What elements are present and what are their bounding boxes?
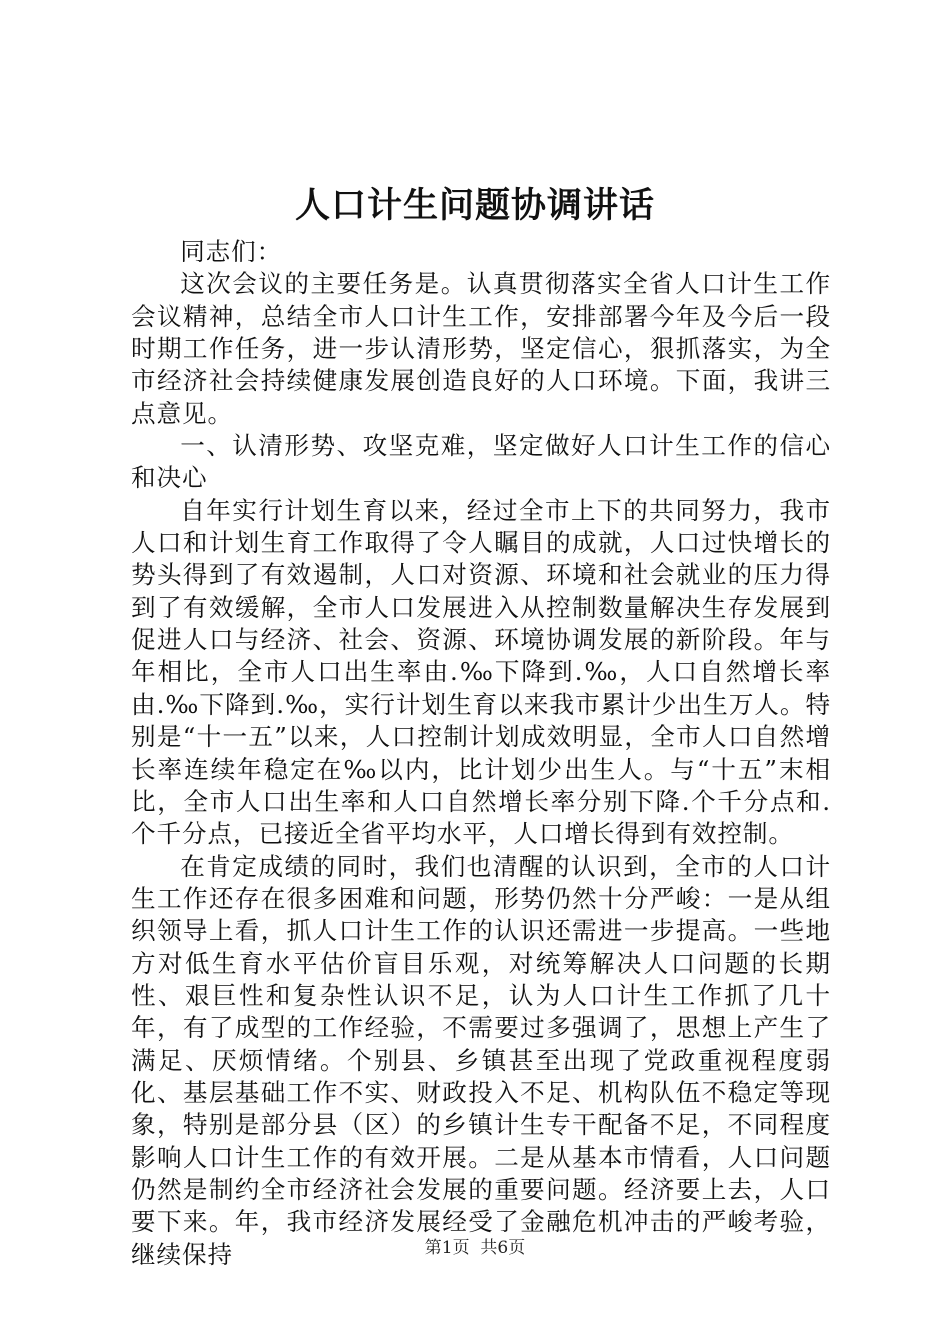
page-footer xyxy=(0,1236,950,1260)
page-total: 共6页 xyxy=(480,1238,526,1258)
page-number: 第1页 xyxy=(424,1238,470,1258)
document-body xyxy=(131,236,831,1271)
page-title: 人口计生问题协调讲话 xyxy=(294,185,655,226)
paragraph-intro: 这次会议的主要任务是。认真贯彻落实全省人口计生工作会议精神，总结全市人口计生工作，安排部署今年及今后一段时期工作任务，进一步认清形势，坚定信心，狠抓落实，为全市经济社会持续健康发展创造良好的人口环境。下面，我讲三点意见。 xyxy=(131,269,831,428)
paragraph-achievements: 自年实行计划生育以来，经过全市上下的共同努力，我市人口和计划生育工作取得了令人瞩目的成就，人口过快增长的势头得到了有效遏制，人口对资源、环境和社会就业的压力得到了有效缓解，全市人口发展进入从控制数量解决生存发展到促进人口与经济、社会、资源、环境协调发展的新阶段。年与年相比，全市人口出生率由.‰下降到.‰，人口自然增长率由.‰下降到.‰，实行计划生育以来我市累计少出生万人。特别是“十一五”以来，人口控制计划成效明显，全市人口自然增长率连续年稳定在‰以内，比计划少出生人。与“十五”末相比，全市人口出生率和人口自然增长率分别下降.个千分点和.个千分点，已接近全省平均水平，人口增长得到有效控制。 xyxy=(131,495,831,849)
paragraph-problems: 在肯定成绩的同时，我们也清醒的认识到，全市的人口计生工作还存在很多困难和问题，形势仍然十分严峻：一是从组织领导上看，抓人口计生工作的认识还需进一步提高。一些地方对低生育水平估价盲目乐观，对统筹解决人口问题的长期性、艰巨性和复杂性认识不足，认为人口计生工作抓了几十年，有了成型的工作经验，不需要过多强调了，思想上产生了满足、厌烦情绪。个别县、乡镇甚至出现了党政重视程度弱化、基层基础工作不实、财政投入不足、机构队伍不稳定等现象，特别是部分县（区）的乡镇计生专干配备不足，不同程度影响人口计生工作的有效开展。二是从基本市情看，人口问题仍然是制约全市经济社会发展的重要问题。经济要上去，人口要下来。年，我市经济发展经受了金融危机冲击的严峻考验，继续保持 xyxy=(131,851,831,1269)
paragraph-salutation: 同志们： xyxy=(180,237,283,266)
paragraph-heading-1: 一、认清形势、攻坚克难，坚定做好人口计生工作的信心和决心 xyxy=(131,431,831,493)
